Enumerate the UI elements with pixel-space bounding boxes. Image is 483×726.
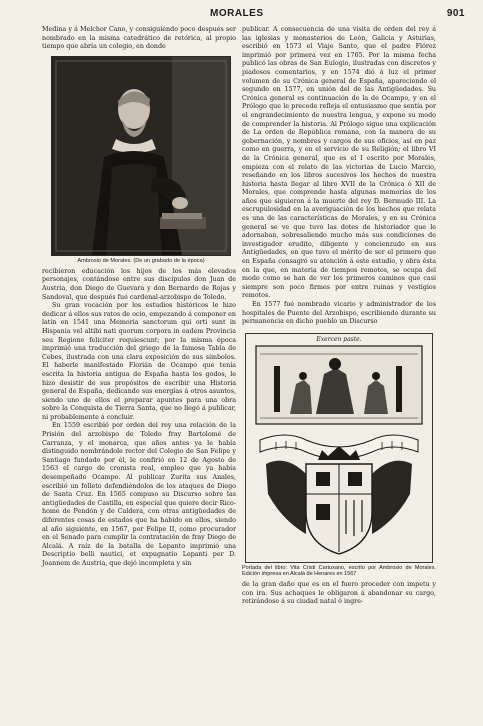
left-paragraph-1: Medina y á Melchor Cano, y consiguiendo poco después ser nombrado en la misma catedrático de retórica, al propio tiempo que abría un colegio, en donde (42, 26, 236, 51)
coat-of-arms-illustration (246, 344, 432, 560)
left-paragraph-2: recibieron educación los hijos de los más elevados personajes, contándose entre sus discípulos don Juan de Austria, don Diego de Guevara y don Bernardo de Rojas y Sandoval, que después fué cardenal-arzobispo de Toledo. (42, 267, 236, 301)
title-page-woodcut (245, 333, 433, 563)
left-paragraph-3: Su gran vocación por los estudios históricos le hizo dedicar á ellos sus ratos de ocio, empezando á componer en latín en 1541 una Memoria sanctorum qui orti sunt in Hispania vel altibi nati quorum corpora in eadem Provincia seu Regione feliciter requiescunt; por la misma época imprimió una traducción del griego de la famosa Tabla de Cebes, ilustrada con una clara exposición de sus símbolos. El haberle manifestado Florián de Ocampo que tenía escrita la historia antigua de España hasta los godos, le hizo desistir de sus propósitos de escribir una Historia general de España, dedicando sus energías á otros asuntos, siendo uno de ellos el preparar apuntes para una obra sobre la Conquista de Tierra Santa, que no llegó á publicar, ni probablemente á concluir. (42, 302, 236, 421)
woodcut-header-text: Exercen paste. (316, 335, 362, 343)
left-paragraph-4: En 1559 escribió por orden del rey una relación de la Prisión del arzobispo de Toledo fray Bartolomé de Carranza, y el monarca, que años antes ya le había distinguido nombrándole rector del Colegio de San Felipe y Santiago fundado por él, le confirió en 12 de Agosto de 1563 el cargo de cronista real, empleo que ya había desempeñado Ocampo. Al publicar Zurita sus Anales, escribió un folleto defendiéndolos de los ataques de Diego de Santa Cruz. En 1565 compuso su Discurso sobre las antigüedades de Castilla, en especial que quiere decir Rico-home de Pendón y de Caldera, con otras antigüedades de diferentes cosas de estados que ha habido en ellos, siendo al año siguiente, en 1567, por Felipe II, como procurador en el Senado para cumplir la contratación de fray Diego de Alcalá. A raíz de la batalla de Lepanto imprimió una Descriptio belli nautici, et expugnatio Lepanti per D. Joannem de Austria, que dejó incompleta y sin (42, 422, 236, 567)
woodcut-caption: Portada del libro: Vita Cristi Cartuxano, escrito por Ambrosio de Morales. Edición impresa en Alcalá de Henares en 1567 (242, 564, 436, 578)
running-head-title: MORALES (210, 8, 264, 19)
right-paragraph-2: En 1577 fué nombrado vicario y administrador de los hospitales de Puente del Arzobispo, escribiendo durante su permanencia en dicho pueblo un Discurso (242, 301, 436, 326)
right-paragraph-3: de la gran daño que es en el fuero proceder con impetu y con ira. Sus achaques le obligaron á abandonar su cargo, retirándose á su ciudad natal ó ingre- (242, 580, 436, 606)
portrait-engraving (51, 56, 231, 256)
portrait-caption: Ambrosio de Morales. (De un grabado de la época) (77, 257, 205, 264)
running-head (0, 8, 483, 22)
right-paragraph-1: publicar. A consecuencia de una visita de orden del rey á las iglesias y monasterios de León, Galicia y Asturias, escribió en 1573 el Viaje Santo, que el padre Flórez imprimió por primera vez en 1765. Por la misma fecha publicó las obras de San Eulogio, ilustradas con discretos y piadosos comentarios, y en 1574 dió á luz el primer volumen de su Crónica general de España, apareciendo el segundo en 1577, en unión del de las Antigüedades. Su Crónica general es continuación de la de Ocampo, y en el Prólogo que le precede refleja el entusiasmo que sentía por el engrandecimiento de nuestra lengua, y expone su modo de comprender la historia. Al Prólogo sigue una explicación de La orden de República romana, con la manera de su gobernación, y nombres y cargos de sus oficios, así en paz como en guerra, y en el servicio de su Religión; el libro VI de la Crónica general, que es el I escrito por Morales, empieza con el relato de las victorias de Lucio Marcio, reseñando en los libros sucesivos los hechos de nuestra historia hasta llegar al libro XVII de la Crónica ó XII de Morales, que comprende hasta algunas memorias de los años que siguieron á la muerte del rey D. Bermudo III. La escrupulosidad en la averiguación de los hechos que relata es una de las características de Morales, y en su Crónica general se ve que tuvo las dotes de historiador que le adornaban, sobresaliendo mucho más sus condiciones de investigador erudito, diligente y concienzudo en sus Antigüedades, en que tuvo el mérito de ser el primero que en España consagró su atención á este estudio, y obra ésta en la que, en materia de tiempos remotos, se ocupa del modo como se han de ver los primeros caminos que casi siempre son poco firmes por entre ruinas y vestigios remotos. (242, 26, 436, 300)
woodcut-figure (242, 333, 436, 578)
right-column (242, 26, 436, 607)
left-column (42, 26, 236, 569)
portrait-illustration (52, 57, 230, 255)
portrait-figure (48, 56, 234, 265)
page-number: 901 (446, 8, 465, 19)
